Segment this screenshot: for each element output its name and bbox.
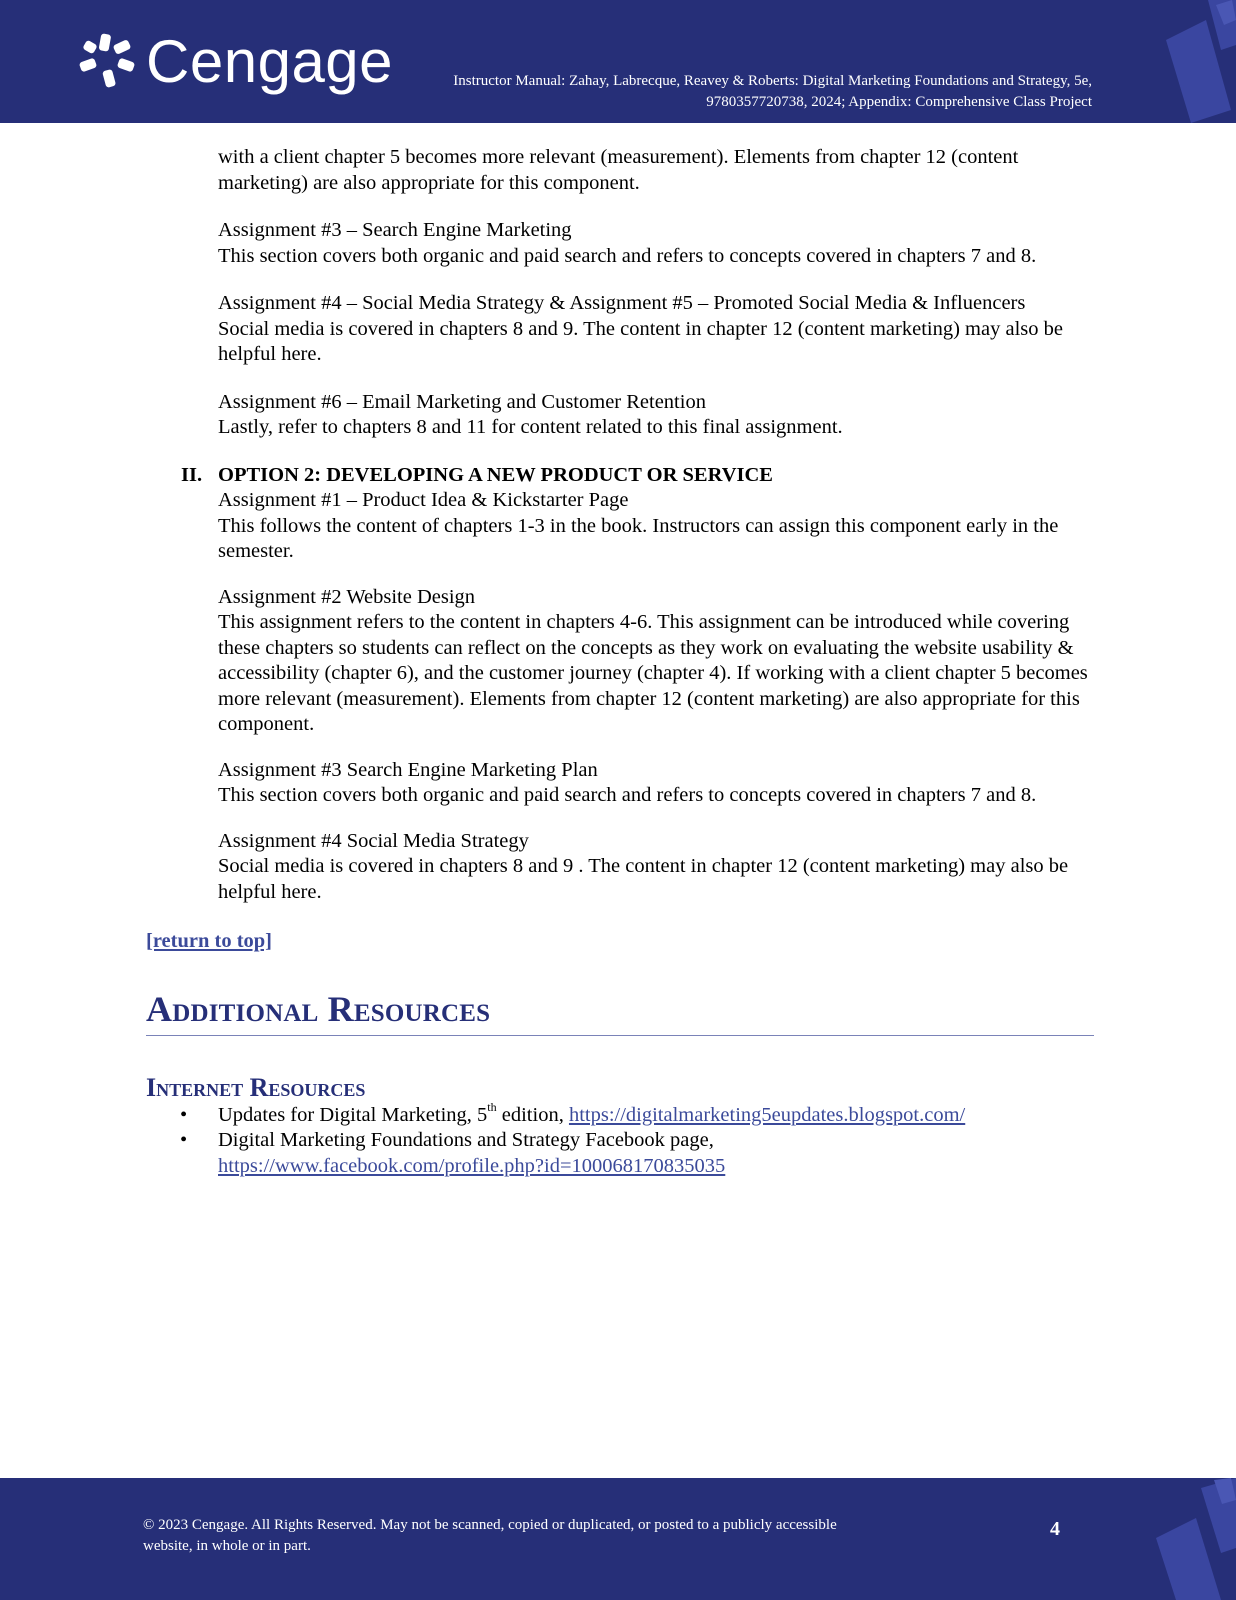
bullet-icon: • — [180, 1129, 188, 1151]
page-header — [0, 0, 1236, 123]
return-to-top-link[interactable]: [return to top] — [146, 930, 273, 952]
document-body — [146, 145, 1094, 1179]
assignment-title: Assignment #3 Search Engine Marketing Plan — [218, 758, 598, 781]
section-title: OPTION 2: DEVELOPING A NEW PRODUCT OR SERVICE — [218, 463, 773, 486]
copyright-notice: © 2023 Cengage. All Rights Reserved. May not be scanned, copied or duplicated, or posted to a publicly accessible website, in whole or in part. — [143, 1517, 837, 1554]
assignment-block — [146, 291, 1094, 368]
option1-continuation — [146, 145, 1094, 196]
page-footer — [0, 1478, 1236, 1600]
list-item — [146, 1099, 1094, 1129]
resource-text: Digital Marketing Foundations and Strategy Facebook page, — [218, 1129, 714, 1151]
assignment-block — [146, 390, 1094, 441]
citation-line-1: Instructor Manual: Zahay, Labrecque, Reavey & Roberts: Digital Marketing Foundations and Strategy, 5e, — [453, 73, 1092, 89]
assignment-title: Assignment #3 – Search Engine Marketing — [218, 219, 572, 241]
internet-resources-heading: Internet Resources — [146, 1072, 366, 1102]
assignment-description: This assignment refers to the content in chapters 4-6. This assignment can be introduced while covering these chapters so students can reflect on the concepts as they work on evaluating the website usability & accessibility (chapter 6), and the customer journey (chapter 4). If working with a client chapter 5 becomes more relevant (measurement). Elements from chapter 12 (content marketing) are also appropriate for this component. — [218, 611, 1088, 735]
assignment-title: Assignment #4 Social Media Strategy — [218, 829, 529, 852]
resource-text-after: edition, — [496, 1103, 569, 1126]
assignment-block — [146, 218, 1094, 269]
section-numeral: II. — [181, 463, 203, 486]
citation-line-2: 9780357720738, 2024; Appendix: Comprehensive Class Project — [706, 94, 1092, 110]
assignment-title: Assignment #4 – Social Media Strategy & Assignment #5 – Promoted Social Media & Influencers — [218, 292, 1026, 314]
continuation-paragraph: with a client chapter 5 becomes more relevant (measurement). Elements from chapter 12 (content marketing) are also appropriate for this component. — [218, 146, 1019, 194]
assignment-description: Social media is covered in chapters 8 and 9. The content in chapter 12 (content marketing) may also be helpful here. — [218, 317, 1063, 365]
assignment-description: This section covers both organic and paid search and refers to concepts covered in chapters 7 and 8. — [218, 244, 1037, 267]
additional-resources-heading: Additional Resources — [146, 989, 1094, 1036]
facebook-link[interactable]: https://www.facebook.com/profile.php?id=100068170835035 — [218, 1154, 726, 1177]
resource-text: Updates for Digital Marketing, 5 — [218, 1103, 488, 1126]
assignment-block — [146, 758, 1094, 809]
decorative-shapes-icon — [1136, 0, 1236, 123]
assignment-block — [146, 829, 1094, 906]
document-citation — [332, 71, 1092, 113]
assignment-title: Assignment #6 – Email Marketing and Customer Retention — [218, 390, 706, 413]
blog-link[interactable]: https://digitalmarketing5eupdates.blogspot.com/ — [568, 1103, 966, 1126]
resource-list — [146, 1099, 1094, 1180]
decorative-shapes-icon — [1136, 1478, 1236, 1600]
assignment-description: This section covers both organic and paid search and refers to concepts covered in chapters 7 and 8. — [218, 784, 1037, 806]
cengage-mark-icon — [74, 30, 138, 94]
option2-heading — [181, 463, 1094, 489]
option2-section — [146, 463, 1094, 565]
list-item — [146, 1128, 1094, 1179]
brand-name: Cengage — [146, 28, 394, 95]
assignment-title: Assignment #1 – Product Idea & Kickstarter Page — [218, 489, 629, 511]
assignment-description: Social media is covered in chapters 8 and 9 . The content in chapter 12 (content marketing) may also be helpful here. — [218, 855, 1069, 903]
bullet-icon: • — [180, 1103, 188, 1126]
ordinal-suffix: th — [487, 1099, 497, 1114]
assignment-title: Assignment #2 Website Design — [218, 585, 476, 608]
assignment-block — [146, 585, 1094, 738]
assignment-description: Lastly, refer to chapters 8 and 11 for content related to this final assignment. — [218, 416, 843, 438]
page-number: 4 — [1050, 1518, 1060, 1540]
assignment-description: This follows the content of chapters 1-3 in the book. Instructors can assign this component early in the semester. — [218, 514, 1059, 562]
